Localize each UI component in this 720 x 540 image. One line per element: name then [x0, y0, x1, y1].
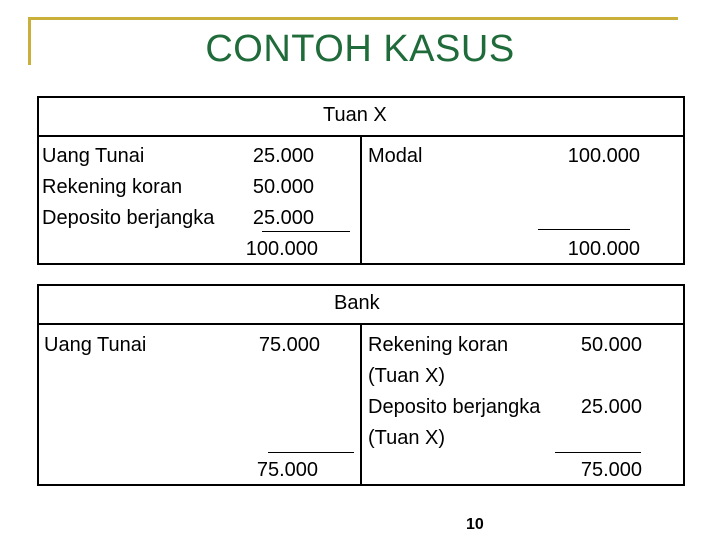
- credit-sum-line: [555, 452, 641, 453]
- credit-total: 100.000: [567, 238, 640, 260]
- debit-sum-line: [268, 452, 354, 453]
- credit-item-amount: 100.000: [567, 145, 640, 167]
- debit-item-label: Uang Tunai: [42, 145, 145, 167]
- slide-title: CONTOH KASUS: [205, 28, 515, 70]
- account-right-border: [683, 284, 685, 486]
- account-left-border: [37, 284, 39, 486]
- account-center-divider: [360, 135, 362, 265]
- credit-item-label: Modal: [368, 145, 423, 167]
- credit-sum-line: [538, 229, 630, 230]
- credit-item-label: (Tuan X): [368, 365, 446, 387]
- debit-item-amount: 50.000: [252, 176, 314, 198]
- credit-item-amount: 50.000: [580, 334, 642, 356]
- account-top-border: [37, 284, 685, 286]
- debit-item-label: Uang Tunai: [44, 334, 147, 356]
- account-title: Tuan X: [323, 104, 387, 126]
- account-top-border: [37, 96, 685, 98]
- credit-item-amount: 25.000: [580, 396, 642, 418]
- debit-item-amount: 25.000: [252, 145, 314, 167]
- credit-item-label: (Tuan X): [368, 427, 446, 449]
- debit-sum-line: [262, 231, 350, 232]
- debit-item-amount: 25.000: [252, 207, 314, 229]
- account-left-border: [37, 96, 39, 265]
- debit-item-label: Deposito berjangka: [42, 207, 215, 229]
- debit-total: 100.000: [245, 238, 318, 260]
- credit-item-label: Deposito berjangka: [368, 396, 541, 418]
- account-right-border: [683, 96, 685, 265]
- account-title: Bank: [334, 292, 380, 314]
- account-center-divider: [360, 323, 362, 486]
- debit-item-label: Rekening koran: [42, 176, 183, 198]
- page-number: 10: [466, 516, 484, 533]
- frame-top-border: [28, 17, 678, 20]
- debit-total: 75.000: [256, 459, 318, 481]
- debit-item-amount: 75.000: [258, 334, 320, 356]
- credit-total: 75.000: [580, 459, 642, 481]
- credit-item-label: Rekening koran: [368, 334, 509, 356]
